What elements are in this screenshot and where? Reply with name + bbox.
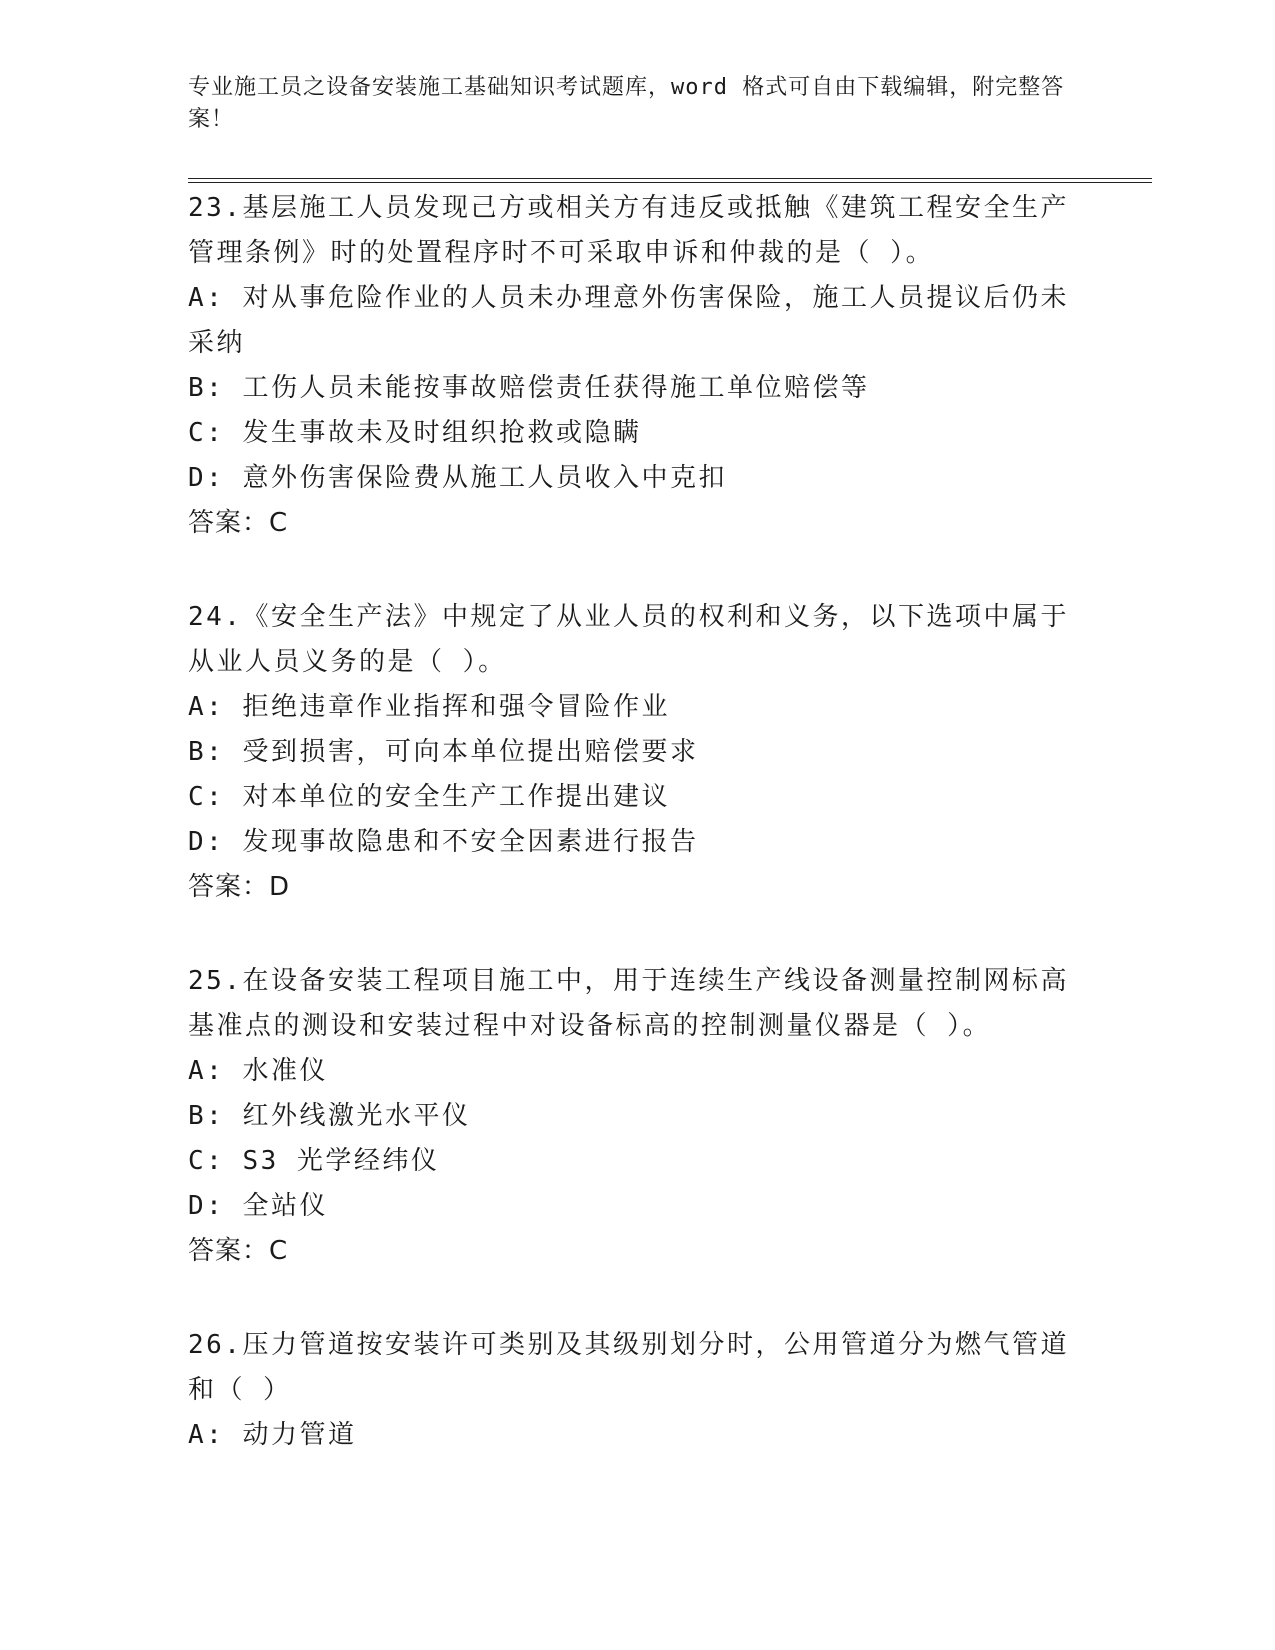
option-b: B: 工伤人员未能按事故赔偿责任获得施工单位赔偿等	[188, 373, 870, 403]
document-header: 专业施工员之设备安装施工基础知识考试题库，word 格式可自由下载编辑，附完整答案！	[188, 75, 1065, 132]
option-d: D: 发现事故隐患和不安全因素进行报告	[188, 827, 699, 857]
option-a: A: 拒绝违章作业指挥和强令冒险作业	[188, 692, 670, 722]
question-26	[188, 1323, 1088, 1458]
answer-line: 答案：D	[188, 872, 291, 902]
question-25	[188, 959, 1088, 1274]
question-text: 24.《安全生产法》中规定了从业人员的权利和义务，以下选项中属于从业人员义务的是（ ）。	[188, 602, 1069, 677]
option-b: B: 受到损害，可向本单位提出赔偿要求	[188, 737, 699, 767]
option-b: B: 红外线激光水平仪	[188, 1101, 471, 1131]
option-a: A: 动力管道	[188, 1420, 357, 1450]
header-divider-bottom	[188, 182, 1152, 183]
option-d: D: 意外伤害保险费从施工人员收入中克扣	[188, 463, 727, 493]
question-text: 25.在设备安装工程项目施工中，用于连续生产线设备测量控制网标高基准点的测设和安装过程中对设备标高的控制测量仪器是（ ）。	[188, 966, 1069, 1041]
answer-line: 答案：C	[188, 508, 289, 538]
question-text: 23.基层施工人员发现己方或相关方有违反或抵触《建筑工程安全生产管理条例》时的处置程序时不可采取申诉和仲裁的是（ ）。	[188, 193, 1069, 268]
option-a: A: 对从事危险作业的人员未办理意外伤害保险，施工人员提议后仍未采纳	[188, 283, 1069, 358]
option-d: D: 全站仪	[188, 1191, 328, 1221]
header-divider-top	[188, 178, 1152, 179]
question-24	[188, 595, 1088, 910]
question-list	[188, 186, 1088, 1458]
question-text: 26.压力管道按安装许可类别及其级别划分时，公用管道分为燃气管道和（ ）	[188, 1330, 1069, 1405]
option-c: C: 发生事故未及时组织抢救或隐瞒	[188, 418, 642, 448]
option-c: C: 对本单位的安全生产工作提出建议	[188, 782, 670, 812]
option-c: C: S3 光学经纬仪	[188, 1146, 440, 1176]
question-23	[188, 186, 1088, 546]
option-a: A: 水准仪	[188, 1056, 328, 1086]
answer-line: 答案：C	[188, 1236, 289, 1266]
